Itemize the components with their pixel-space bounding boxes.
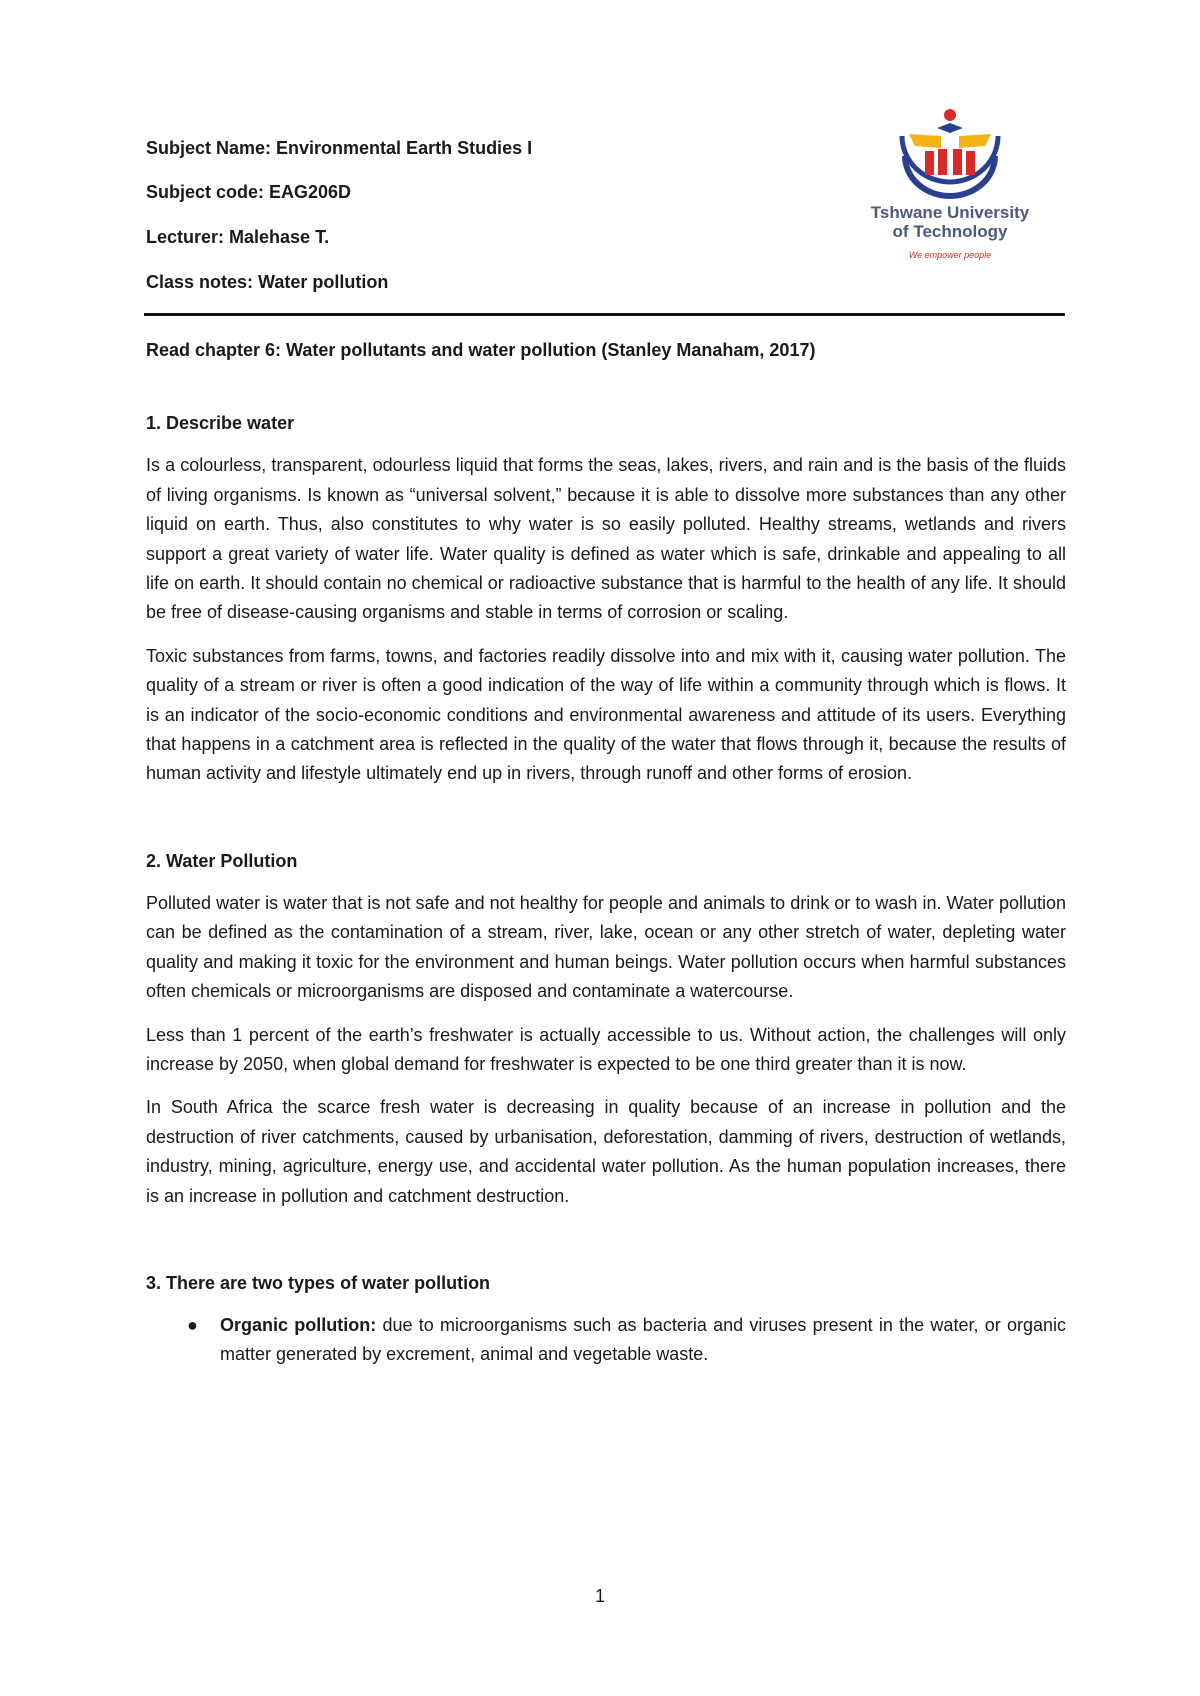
logo-tagline: We empower people (908, 250, 992, 260)
paragraph: Toxic substances from farms, towns, and factories readily dissolve into and mix with it, causing water pollution. The quality of a stream or river is often a good indication of the way of life within a community through which is flows. It is an indicator of the socio-economic conditions and environmental awareness and attitude of its users. Everything that happens in a catchment area is reflected in the quality of the water that flows through it, because the results of human activity and lifestyle ultimately end up in rivers, through runoff and other forms of erosion. (146, 645, 1066, 784)
section-heading-pollution-types: 3. There are two types of water pollution (146, 1272, 491, 1293)
paragraph: Less than 1 percent of the earth’s freshwater is actually accessible to us. Without action, the challenges will only increase by 2050, when global demand for freshwater is expected to be one third greater than it is now. (146, 1024, 1066, 1074)
pollution-types-list (146, 1311, 1066, 1370)
paragraph: In South Africa the scarce fresh water is decreasing in quality because of an increase in pollution and the destruction of river catchments, caused by urbanisation, deforestation, damming of rivers, destruction of wetlands, industry, mining, agriculture, energy use, and accidental water pollution. As the human population increases, there is an increase in pollution and catchment destruction. (146, 1097, 1066, 1206)
lecturer-name: Lecturer: Malehase T. (146, 227, 330, 247)
university-logo (845, 106, 1055, 266)
bullet-term: Organic pollution: (220, 1314, 377, 1335)
logo-name-line2: of Technology (892, 222, 1008, 241)
header-divider (144, 313, 1065, 316)
reading-assignment: Read chapter 6: Water pollutants and water pollution (Stanley Manaham, 2017) (146, 340, 816, 360)
paragraph: Is a colourless, transparent, odourless liquid that forms the seas, lakes, rivers, and rain and is the basis of the fluids of living organisms. Is known as “universal solvent,” because it is able to dissolve more substances than any other liquid on earth. Thus, also constitutes to why water is so easily polluted. Healthy streams, wetlands and rivers support a great variety of water life. Water quality is defined as water which is safe, drinkable and appealing to all life on earth. It should contain no chemical or radioactive substance that is harmful to the health of any life. It should be free of disease-causing organisms and stable in terms of corrosion or scaling. (146, 455, 1066, 623)
subject-name: Subject Name: Environmental Earth Studies I (146, 138, 533, 158)
class-notes-title: Class notes: Water pollution (146, 272, 389, 292)
section-spacer (146, 803, 1066, 847)
document-body (146, 336, 1066, 1370)
section-spacer (146, 1225, 1066, 1269)
section-heading-describe-water: 1. Describe water (146, 413, 295, 434)
paragraph: Polluted water is water that is not safe and not healthy for people and animals to drink or to wash in. Water pollution can be defined as the contamination of a stream, river, lake, ocean or any other stretch of water, depleting water quality and making it toxic for the environment and human beings. Water pollution occurs when harmful substances often chemicals or microorganisms are disposed and contaminate a watercourse. (146, 892, 1066, 1002)
list-item (146, 1311, 1066, 1370)
bullet-icon: ● (187, 1314, 198, 1335)
page-number: 1 (594, 1586, 605, 1606)
university-emblem-icon (845, 106, 1055, 206)
section-heading-water-pollution: 2. Water Pollution (146, 850, 298, 871)
logo-name-line1: Tshwane University (870, 203, 1030, 222)
bullet-text: due to microorganisms such as bacteria and viruses present in the water, or organic matter generated by excrement, animal and vegetable waste. (220, 1314, 1066, 1365)
subject-code: Subject code: EAG206D (146, 182, 352, 202)
